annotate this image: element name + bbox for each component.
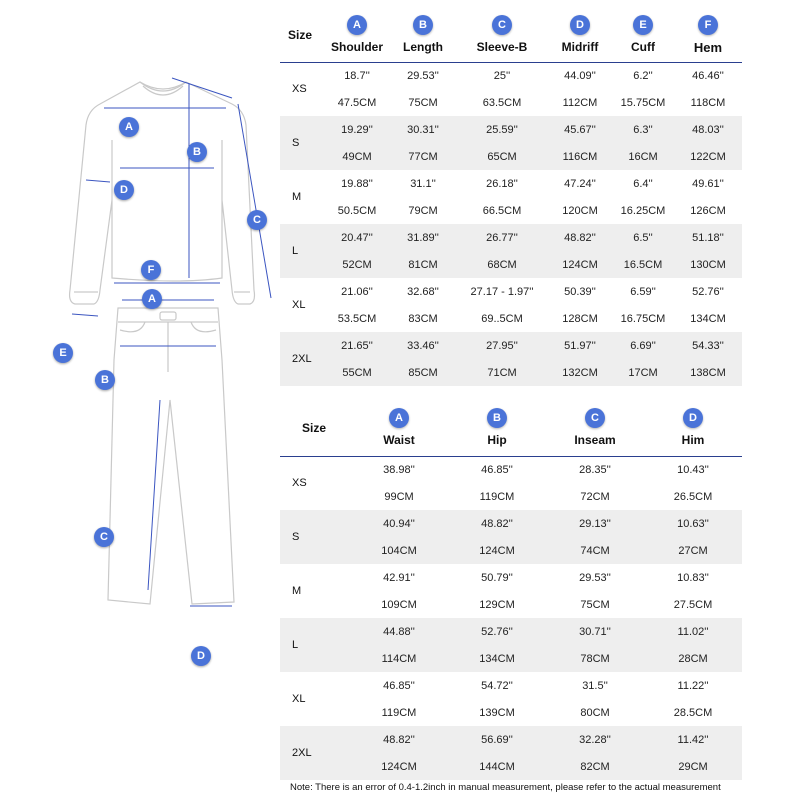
inch-value: 31.89'' xyxy=(390,224,456,251)
col-badge: C xyxy=(585,408,605,428)
cm-value: 83CM xyxy=(408,312,438,325)
inch-value: 19.88'' xyxy=(341,177,373,190)
cm-value: 116CM xyxy=(548,143,612,170)
inch-value: 21.06'' xyxy=(341,285,373,298)
inch-value: 46.85'' xyxy=(481,463,513,476)
size-label: XL xyxy=(292,299,306,311)
table-row xyxy=(280,143,742,170)
inch-value: 19.29'' xyxy=(324,116,390,143)
table-row xyxy=(280,62,742,89)
inch-value: 6.2'' xyxy=(633,69,653,82)
col-badge: F xyxy=(698,15,718,35)
size-label: S xyxy=(280,510,350,564)
cm-value: 129CM xyxy=(479,598,515,611)
top-col-sleeve xyxy=(456,8,548,62)
inch-value: 44.88'' xyxy=(350,618,448,645)
bottom-col-waist xyxy=(350,400,448,456)
cm-value: 82CM xyxy=(546,753,644,780)
col-badge: A xyxy=(347,15,367,35)
inch-value: 26.18'' xyxy=(486,177,518,190)
cm-value: 128CM xyxy=(562,312,598,325)
cm-value: 52CM xyxy=(324,251,390,278)
inch-value: 47.24'' xyxy=(564,177,596,190)
inch-value: 32.68'' xyxy=(407,285,439,298)
inch-value: 52.76'' xyxy=(448,618,546,645)
inch-value: 25.59'' xyxy=(456,116,548,143)
inch-value: 18.7'' xyxy=(344,69,370,82)
col-label: Length xyxy=(403,40,443,55)
pants-badge-d: D xyxy=(191,646,211,666)
inch-value: 30.71'' xyxy=(546,618,644,645)
cm-value: 65CM xyxy=(456,143,548,170)
size-label: 2XL xyxy=(280,332,324,386)
inch-value: 29.13'' xyxy=(546,510,644,537)
cm-value: 28.5CM xyxy=(673,706,713,719)
inch-value: 38.98'' xyxy=(383,463,415,476)
top-table-body xyxy=(280,62,742,386)
table-row xyxy=(280,699,742,726)
inch-value: 54.72'' xyxy=(481,679,513,692)
inch-value: 10.83'' xyxy=(677,571,709,584)
inch-value: 50.39'' xyxy=(564,285,596,298)
inch-value: 48.03'' xyxy=(674,116,742,143)
col-label: Sleeve-B xyxy=(476,40,528,55)
size-label: 2XL xyxy=(280,726,350,780)
col-label: Hem xyxy=(693,39,723,55)
col-label: Hip xyxy=(487,433,507,448)
size-label: M xyxy=(292,585,302,597)
cm-value: 68CM xyxy=(456,251,548,278)
size-label: XS xyxy=(292,477,307,490)
bottom-size-table xyxy=(280,400,742,780)
table-row xyxy=(280,224,742,251)
cm-value: 138CM xyxy=(674,359,742,386)
inch-value: 48.82'' xyxy=(448,510,546,537)
inch-value: 49.61'' xyxy=(692,177,724,190)
inch-value: 27.95'' xyxy=(456,332,548,359)
cm-value: 74CM xyxy=(546,537,644,564)
inch-value: 31.5'' xyxy=(582,679,608,692)
table-row xyxy=(280,537,742,564)
inch-value: 6.5'' xyxy=(612,224,674,251)
cm-value: 55CM xyxy=(324,359,390,386)
table-row xyxy=(280,251,742,278)
cm-value: 114CM xyxy=(350,645,448,672)
cm-value: 75CM xyxy=(408,96,438,109)
table-row xyxy=(280,564,742,591)
cm-value: 63.5CM xyxy=(482,96,522,109)
size-label: XL xyxy=(292,693,306,705)
cm-value: 122CM xyxy=(674,143,742,170)
table-row xyxy=(280,510,742,537)
cm-value: 124CM xyxy=(548,251,612,278)
top-col-midriff xyxy=(548,8,612,62)
bottom-col-inseam xyxy=(546,400,644,456)
size-label: S xyxy=(280,116,324,170)
cm-value: 17CM xyxy=(612,359,674,386)
inch-value: 6.69'' xyxy=(612,332,674,359)
inch-value: 27.17 - 1.97'' xyxy=(470,285,534,298)
cm-value: 78CM xyxy=(546,645,644,672)
top-col-hem xyxy=(674,8,742,62)
cm-value: 112CM xyxy=(562,96,598,109)
bottom-table-body xyxy=(280,456,742,780)
pants-badge-e: E xyxy=(53,343,73,363)
table-row xyxy=(280,618,742,645)
pants-outline xyxy=(108,308,234,604)
col-badge: A xyxy=(389,408,409,428)
cm-value: 144CM xyxy=(448,753,546,780)
table-row xyxy=(280,483,742,510)
col-label: Him xyxy=(681,433,705,448)
pants-badge-c: C xyxy=(94,527,114,547)
inch-value: 6.59'' xyxy=(630,285,656,298)
size-label: M xyxy=(292,191,302,203)
inch-value: 44.09'' xyxy=(564,69,596,82)
inch-value: 29.53'' xyxy=(579,571,611,584)
inch-value: 10.63'' xyxy=(644,510,742,537)
table-row xyxy=(280,591,742,618)
cm-value: 69..5CM xyxy=(481,312,523,325)
cm-value: 130CM xyxy=(674,251,742,278)
inch-value: 45.67'' xyxy=(548,116,612,143)
col-badge: E xyxy=(633,15,653,35)
size-label: L xyxy=(280,224,324,278)
col-label: Shoulder xyxy=(330,40,383,55)
col-label: Midriff xyxy=(561,40,599,55)
shirt-badge-d: D xyxy=(114,180,134,200)
cm-value: 66.5CM xyxy=(482,204,522,217)
cm-value: 26.5CM xyxy=(673,490,713,503)
cm-value: 79CM xyxy=(408,204,438,217)
inch-value: 50.79'' xyxy=(481,571,513,584)
inch-value: 33.46'' xyxy=(390,332,456,359)
top-col-shoulder xyxy=(324,8,390,62)
shirt-outline xyxy=(70,82,255,304)
inch-value: 29.53'' xyxy=(407,69,439,82)
cm-value: 132CM xyxy=(548,359,612,386)
bottom-col-him xyxy=(644,400,742,456)
table-row xyxy=(280,89,742,116)
bottom-col-hip xyxy=(448,400,546,456)
cm-value: 16.5CM xyxy=(612,251,674,278)
cm-value: 120CM xyxy=(562,204,598,217)
cm-value: 49CM xyxy=(324,143,390,170)
cm-value: 80CM xyxy=(580,706,610,719)
inch-value: 51.97'' xyxy=(548,332,612,359)
inch-value: 6.3'' xyxy=(612,116,674,143)
cm-value: 118CM xyxy=(690,96,726,109)
cm-value: 126CM xyxy=(690,204,726,217)
table-row xyxy=(280,278,742,305)
cm-value: 119CM xyxy=(381,706,417,719)
cm-value: 27CM xyxy=(644,537,742,564)
top-size-table xyxy=(280,8,742,386)
inch-value: 11.42'' xyxy=(644,726,742,753)
table-row xyxy=(280,726,742,753)
inch-value: 11.22'' xyxy=(677,679,709,692)
inch-value: 6.4'' xyxy=(633,177,653,190)
col-label: Waist xyxy=(383,433,415,448)
shirt-badge-b: B xyxy=(187,142,207,162)
inch-value: 52.76'' xyxy=(692,285,724,298)
cm-value: 124CM xyxy=(448,537,546,564)
garment-drawing xyxy=(0,0,285,800)
measurement-note: Note: There is an error of 0.4-1.2inch in manual measurement, please refer to the actual measurement xyxy=(290,782,721,793)
cm-value: 47.5CM xyxy=(337,96,377,109)
shirt-badge-c: C xyxy=(247,210,267,230)
inch-value: 31.1'' xyxy=(410,177,436,190)
cm-value: 15.75CM xyxy=(620,96,666,109)
cm-value: 134CM xyxy=(690,312,726,325)
col-badge: C xyxy=(492,15,512,35)
top-col-length xyxy=(390,8,456,62)
table-row xyxy=(280,197,742,224)
cm-value: 71CM xyxy=(456,359,548,386)
cm-value: 50.5CM xyxy=(337,204,377,217)
col-label: Inseam xyxy=(574,433,616,448)
cm-value: 28CM xyxy=(644,645,742,672)
col-badge: D xyxy=(570,15,590,35)
table-row xyxy=(280,305,742,332)
table-row xyxy=(280,332,742,359)
inch-value: 51.18'' xyxy=(674,224,742,251)
cm-value: 75CM xyxy=(580,598,610,611)
cm-value: 104CM xyxy=(350,537,448,564)
inch-value: 30.31'' xyxy=(390,116,456,143)
cm-value: 72CM xyxy=(580,490,610,503)
top-header-row xyxy=(280,8,742,62)
cm-value: 81CM xyxy=(390,251,456,278)
cm-value: 16CM xyxy=(612,143,674,170)
table-row xyxy=(280,359,742,386)
col-label: Cuff xyxy=(631,40,655,55)
col-badge: B xyxy=(487,408,507,428)
shirt-badge-a: A xyxy=(119,117,139,137)
shirt-badge-f: F xyxy=(141,260,161,280)
cm-value: 16.25CM xyxy=(620,204,666,217)
cm-value: 85CM xyxy=(390,359,456,386)
pants-badge-b: B xyxy=(95,370,115,390)
cm-value: 134CM xyxy=(448,645,546,672)
bottom-header-row xyxy=(280,400,742,456)
cm-value: 16.75CM xyxy=(620,312,666,325)
inch-value: 46.85'' xyxy=(383,679,415,692)
cm-value: 109CM xyxy=(381,598,417,611)
inch-value: 40.94'' xyxy=(350,510,448,537)
cm-value: 99CM xyxy=(384,490,414,503)
table-row xyxy=(280,116,742,143)
size-label: XS xyxy=(292,83,307,96)
inch-value: 26.77'' xyxy=(456,224,548,251)
table-row xyxy=(280,672,742,699)
inch-value: 48.82'' xyxy=(350,726,448,753)
inch-value: 42.91'' xyxy=(383,571,415,584)
inch-value: 54.33'' xyxy=(674,332,742,359)
col-badge: B xyxy=(413,15,433,35)
table-row xyxy=(280,456,742,483)
cm-value: 119CM xyxy=(479,490,515,503)
inch-value: 46.46'' xyxy=(692,69,724,82)
inch-value: 11.02'' xyxy=(644,618,742,645)
inch-value: 25'' xyxy=(493,69,511,82)
cm-value: 27.5CM xyxy=(673,598,713,611)
pants-badge-a: A xyxy=(142,289,162,309)
cm-value: 53.5CM xyxy=(337,312,377,325)
table-row xyxy=(280,170,742,197)
cm-value: 139CM xyxy=(479,706,515,719)
inch-value: 10.43'' xyxy=(677,463,709,476)
inch-value: 28.35'' xyxy=(579,463,611,476)
top-size-header: Size xyxy=(288,27,313,42)
col-badge: D xyxy=(683,408,703,428)
cm-value: 124CM xyxy=(350,753,448,780)
inch-value: 56.69'' xyxy=(448,726,546,753)
garment-illustration xyxy=(0,0,285,800)
table-row xyxy=(280,645,742,672)
inch-value: 32.28'' xyxy=(546,726,644,753)
bottom-size-header: Size xyxy=(302,420,327,435)
size-label: L xyxy=(280,618,350,672)
top-col-cuff xyxy=(612,8,674,62)
cm-value: 29CM xyxy=(644,753,742,780)
inch-value: 20.47'' xyxy=(324,224,390,251)
inch-value: 48.82'' xyxy=(548,224,612,251)
inch-value: 21.65'' xyxy=(324,332,390,359)
table-row xyxy=(280,753,742,780)
cm-value: 77CM xyxy=(390,143,456,170)
